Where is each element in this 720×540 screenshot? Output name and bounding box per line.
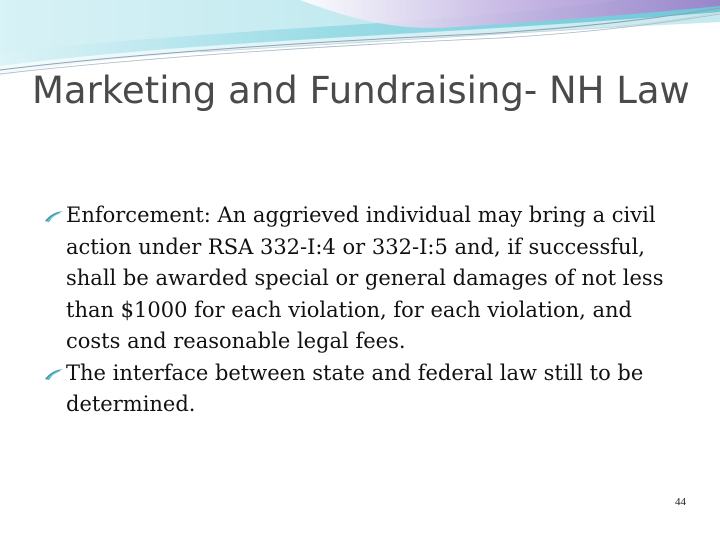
- bullet-item: [44, 200, 684, 358]
- bullet-item: [44, 358, 684, 421]
- swoosh-bullet-icon: [44, 209, 64, 223]
- bullet-list: [44, 200, 684, 421]
- bullet-text: Enforcement: An aggrieved individual may bring a civil action under RSA 332-I:4 or 332-I:5 and, if successful, shall be awarded special or general damages of not less than $1000 for each violation, for each violation, and costs and reasonable legal fees.: [66, 203, 664, 353]
- slide-title: Marketing and Fundraising- NH Law: [32, 69, 690, 112]
- swoosh-bullet-icon: [44, 367, 64, 381]
- page-number: 44: [675, 496, 686, 508]
- bullet-text: The interface between state and federal law still to be determined.: [66, 360, 644, 416]
